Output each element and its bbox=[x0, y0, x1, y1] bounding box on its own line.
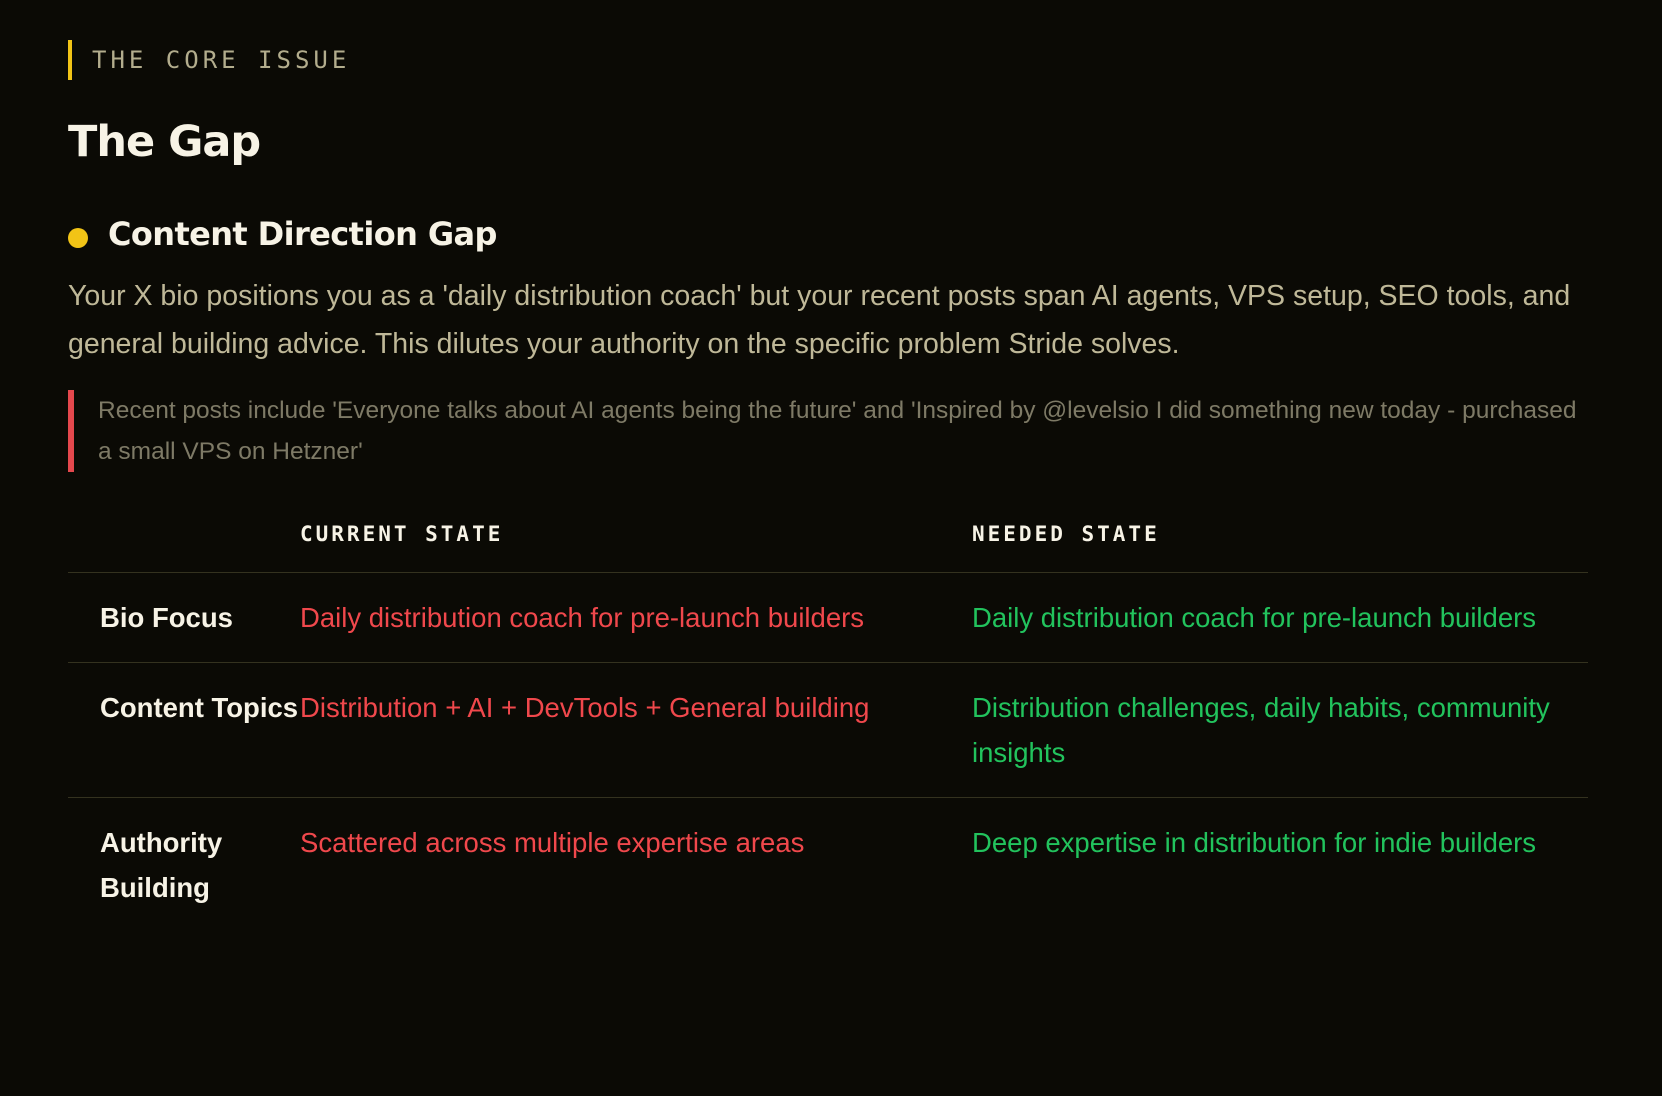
gap-subheading-text: Content Direction Gap bbox=[108, 215, 497, 253]
current-state-cell: Distribution + AI + DevTools + General building bbox=[300, 663, 972, 798]
page-title: The Gap bbox=[68, 117, 261, 167]
gap-comparison-table bbox=[68, 500, 1588, 932]
bullet-dot-icon bbox=[68, 228, 88, 248]
needed-state-cell: Daily distribution coach for pre-launch builders bbox=[972, 573, 1588, 663]
evidence-quote: Recent posts include 'Everyone talks about AI agents being the future' and 'Inspired by @levelsio I did something new today - purchased a small VPS on Hetzner' bbox=[68, 390, 1578, 472]
current-state-cell: Daily distribution coach for pre-launch builders bbox=[300, 573, 972, 663]
table-row bbox=[68, 798, 1588, 933]
table-header-row bbox=[68, 500, 1588, 573]
row-label: Bio Focus bbox=[68, 573, 300, 663]
needed-state-cell: Deep expertise in distribution for indie builders bbox=[972, 827, 1537, 858]
core-issue-section bbox=[68, 40, 1588, 932]
header-row-label bbox=[68, 500, 300, 573]
row-label: Authority Building bbox=[100, 827, 223, 903]
gap-subheading bbox=[68, 212, 1588, 256]
table-row bbox=[68, 663, 1588, 798]
row-label: Content Topics bbox=[68, 663, 300, 798]
header-needed-state: NEEDED STATE bbox=[972, 500, 1588, 573]
needed-state-cell: Distribution challenges, daily habits, community insights bbox=[972, 663, 1588, 798]
header-current-state: CURRENT STATE bbox=[300, 500, 972, 573]
table-row bbox=[68, 573, 1588, 663]
gap-description: Your X bio positions you as a 'daily distribution coach' but your recent posts span AI agents, VPS setup, SEO tools, and general building advice. This dilutes your authority on the specific problem Stride solves. bbox=[68, 280, 1571, 360]
current-state-cell: Scattered across multiple expertise areas bbox=[300, 827, 805, 858]
section-eyebrow: THE CORE ISSUE bbox=[68, 40, 1588, 80]
